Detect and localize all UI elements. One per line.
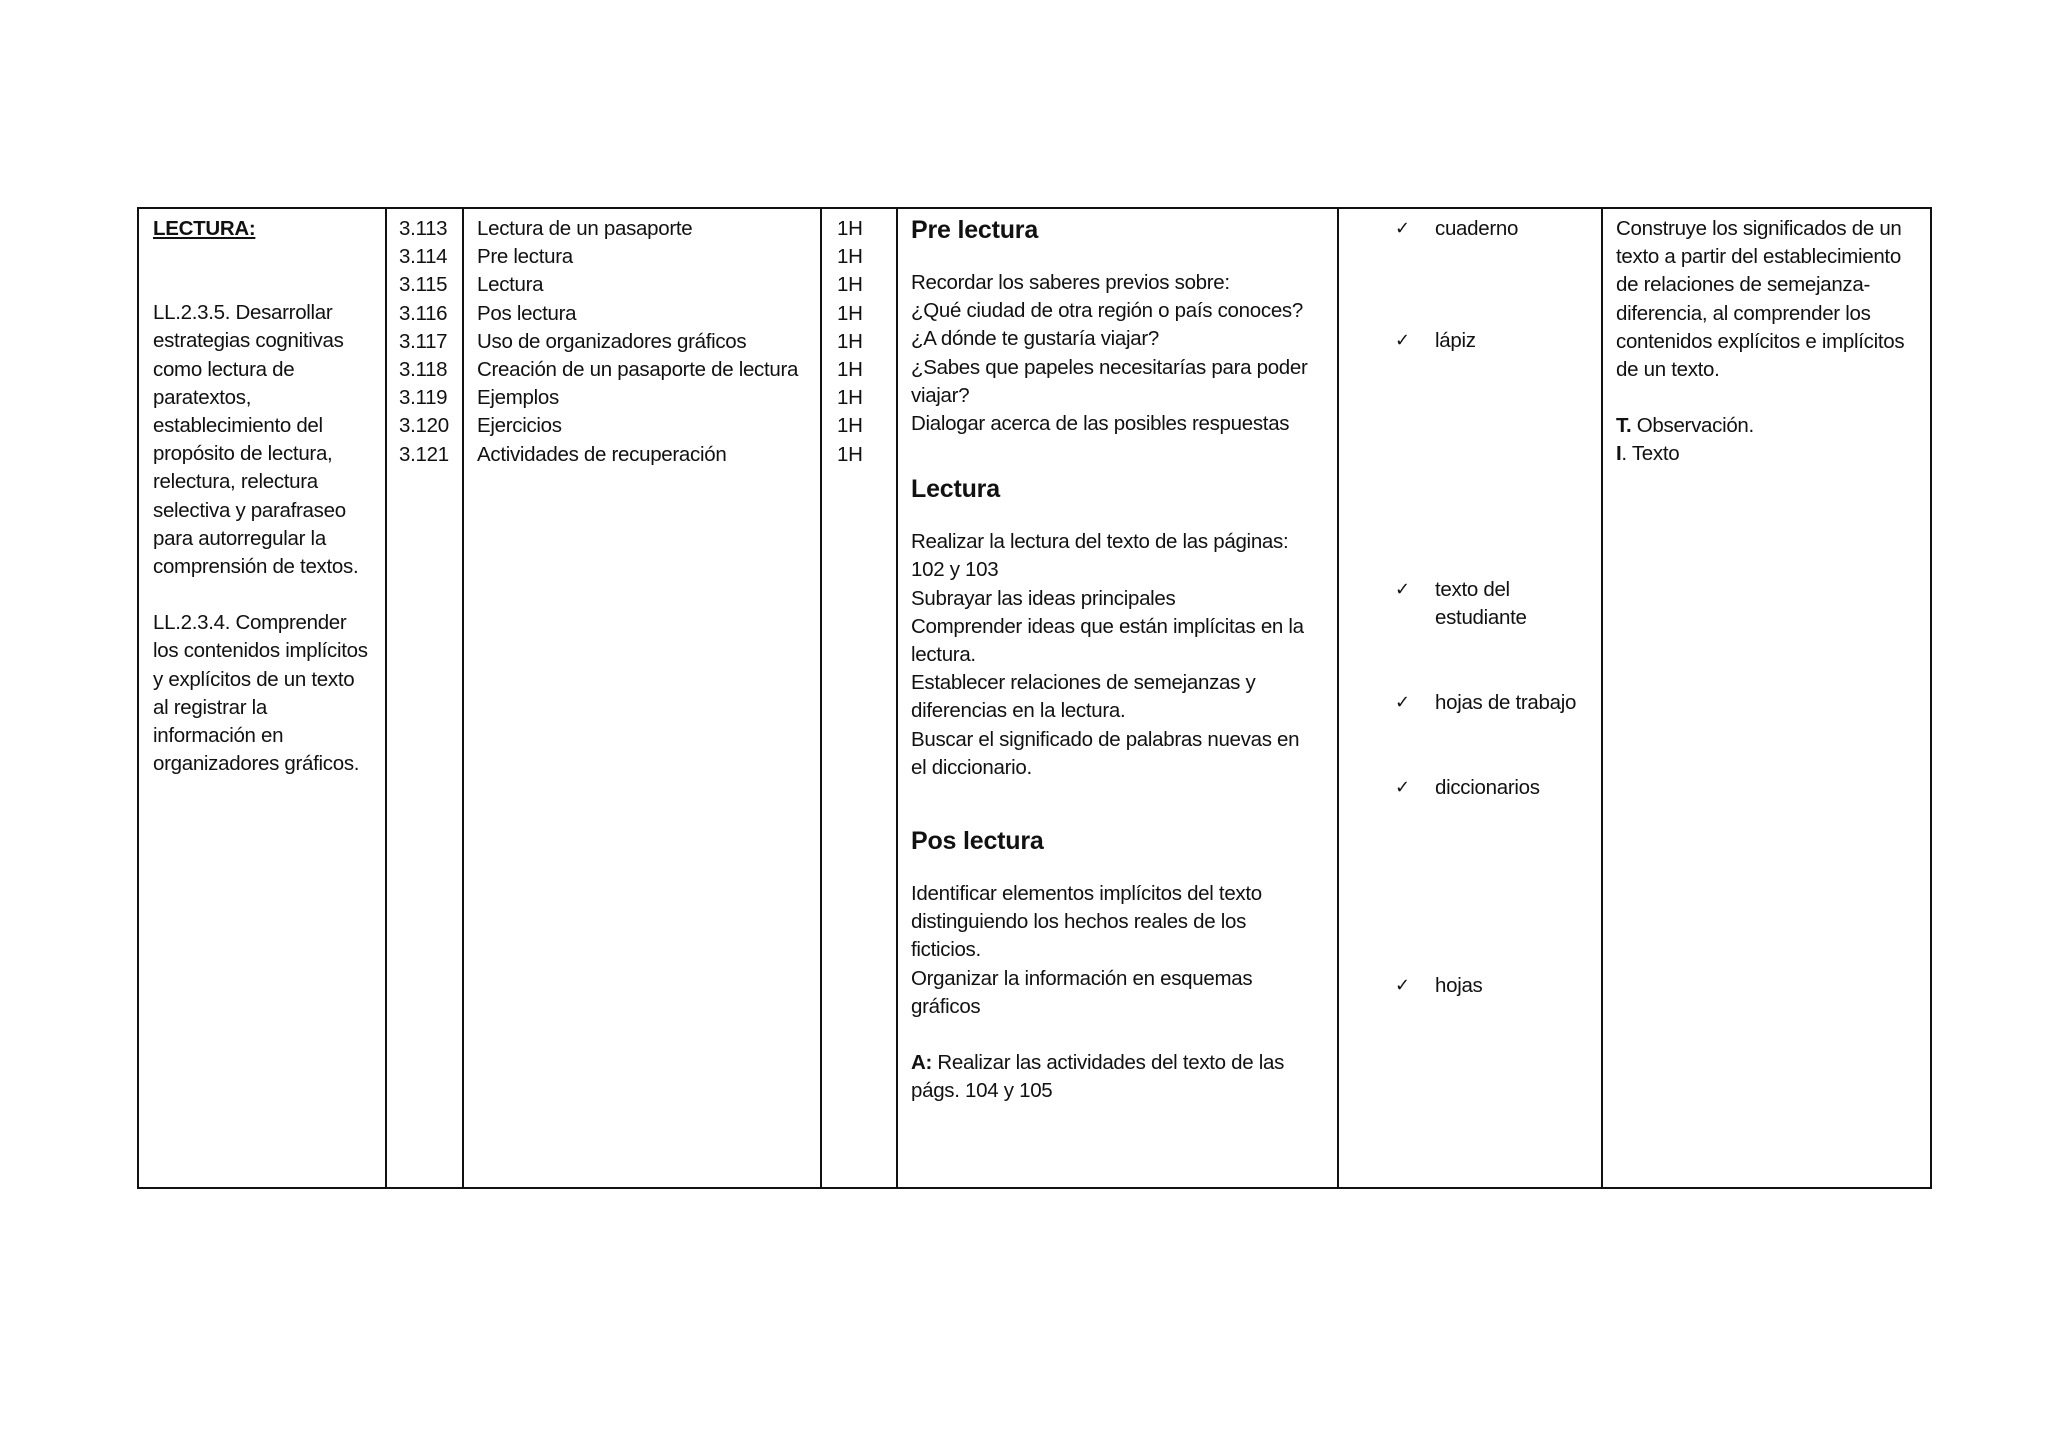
text-line: estrategias cognitivas (153, 329, 344, 353)
topic-item: Ejemplos (477, 386, 559, 410)
resource-label: lápiz (1435, 329, 1476, 352)
text-line: el diccionario. (911, 755, 1032, 779)
resource-label: texto del (1435, 578, 1510, 601)
item-number: 3.121 (399, 442, 449, 466)
topic-item: Pos lectura (477, 301, 577, 325)
text-line: contenidos explícitos e implícitos (1616, 329, 1905, 353)
planning-table (137, 207, 1932, 1189)
topic-item: Uso de organizadores gráficos (477, 329, 747, 353)
topic-item: Lectura de un pasaporte (477, 217, 693, 240)
text-line: gráficos (911, 994, 981, 1018)
resource-item (1395, 972, 1483, 1000)
text-line: lectura. (911, 643, 976, 667)
text-line: Dialogar acerca de las posibles respuestas (911, 412, 1290, 436)
text-line: 102 y 103 (911, 558, 999, 582)
hours-value: 1H (837, 273, 863, 297)
text-line: relectura, relectura (153, 470, 318, 494)
text-line: Recordar los saberes previos sobre: (911, 271, 1230, 294)
column-numeros (387, 209, 464, 1187)
instrument-text: . Texto (1621, 442, 1680, 466)
text-line: organizadores gráficos. (153, 752, 360, 776)
column-destrezas (139, 209, 387, 1187)
text-line: como lectura de (153, 357, 295, 381)
text-line: Subrayar las ideas principales (911, 586, 1176, 610)
text-line: texto a partir del establecimiento (1616, 245, 1901, 269)
destreza-ll-2-3-4 (153, 609, 375, 778)
resource-item (1395, 215, 1518, 243)
item-number: 3.117 (399, 329, 448, 353)
text-line: LL.2.3.4. Comprender (153, 611, 347, 635)
item-number: 3.114 (399, 245, 448, 269)
check-icon: ✓ (1395, 218, 1410, 239)
text-line: Realizar la lectura del texto de las páginas: (911, 530, 1289, 554)
text-line: ¿A dónde te gustaría viajar? (911, 327, 1160, 351)
text-line: distinguiendo los hechos reales de los (911, 910, 1247, 934)
text-line: Identificar elementos implícitos del texto (911, 882, 1262, 906)
item-number: 3.118 (399, 358, 448, 382)
text-line: y explícitos de un texto (153, 667, 355, 691)
column-recursos (1339, 209, 1603, 1187)
text-line: viajar? (911, 383, 970, 407)
text-line: propósito de lectura, (153, 442, 333, 466)
hours-value: 1H (837, 414, 863, 438)
text-line: Realizar las actividades del texto de las (932, 1051, 1285, 1075)
text-line: Comprender ideas que están implícitas en la (911, 614, 1304, 638)
item-number: 3.115 (399, 273, 448, 297)
text-line: los contenidos implícitos (153, 639, 368, 663)
resource-item (1395, 327, 1476, 355)
hours-value: 1H (837, 386, 863, 410)
resource-label: hojas de trabajo (1435, 691, 1577, 714)
column-actividades (898, 209, 1339, 1187)
check-icon: ✓ (1395, 330, 1410, 351)
text-line: de un texto. (1616, 358, 1720, 382)
heading-pre-lectura: Pre lectura (911, 216, 1039, 244)
text-line: diferencia, al comprender los (1616, 301, 1871, 325)
hours-value: 1H (837, 358, 863, 382)
check-icon: ✓ (1395, 692, 1410, 713)
topic-item: Lectura (477, 273, 544, 297)
resource-label: cuaderno (1435, 217, 1519, 240)
text-line: establecimiento del (153, 414, 323, 438)
hours-value: 1H (837, 245, 863, 269)
item-number: 3.116 (399, 301, 448, 325)
item-number: 3.119 (399, 386, 448, 410)
hours-value: 1H (837, 217, 863, 240)
text-line: págs. 104 y 105 (911, 1079, 1053, 1103)
column-horas (822, 209, 898, 1187)
hours-value: 1H (837, 329, 863, 353)
column-evaluacion (1603, 209, 1934, 1187)
activity-a-label: A: (911, 1051, 933, 1075)
section-title: LECTURA: (153, 217, 256, 240)
resource-label: hojas (1435, 974, 1483, 997)
heading-pos-lectura: Pos lectura (911, 827, 1044, 856)
activity-a (911, 1049, 1325, 1077)
hours-value: 1H (837, 442, 863, 466)
text-line: comprensión de textos. (153, 555, 359, 579)
topic-item: Pre lectura (477, 245, 573, 269)
text-line: paratextos, (153, 385, 252, 409)
hours-value: 1H (837, 301, 863, 325)
text-line: de relaciones de semejanza- (1616, 273, 1870, 297)
resource-item (1395, 576, 1527, 632)
item-number: 3.113 (399, 217, 448, 240)
text-line: Establecer relaciones de semejanzas y (911, 671, 1256, 695)
check-icon: ✓ (1395, 579, 1410, 600)
resource-label: diccionarios (1435, 776, 1540, 799)
item-number: 3.120 (399, 414, 449, 438)
destreza-ll-2-3-5 (153, 299, 375, 581)
text-line: Buscar el significado de palabras nuevas en (911, 727, 1300, 751)
technique-line (1616, 412, 1920, 440)
text-line: LL.2.3.5. Desarrollar (153, 301, 333, 325)
text-line: Organizar la información en esquemas (911, 966, 1253, 990)
resource-label: estudiante (1435, 606, 1527, 630)
column-temas (464, 209, 822, 1187)
text-line: al registrar la (153, 695, 267, 719)
topic-item: Actividades de recuperación (477, 442, 727, 466)
text-line: Construye los significados de un (1616, 217, 1902, 240)
instrument-line (1616, 440, 1920, 468)
resource-item (1395, 689, 1576, 717)
technique-text: Observación. (1631, 414, 1754, 438)
text-line: información en (153, 724, 284, 748)
instrument-label: I (1616, 442, 1622, 466)
text-line: para autorregular la (153, 526, 326, 550)
heading-lectura: Lectura (911, 475, 1000, 504)
resource-item (1395, 774, 1540, 802)
text-line: selectiva y parafraseo (153, 498, 346, 522)
text-line: ficticios. (911, 938, 981, 962)
text-line: diferencias en la lectura. (911, 699, 1126, 723)
topic-item: Ejercicios (477, 414, 562, 438)
text-line: ¿Qué ciudad de otra región o país conoces? (911, 299, 1303, 323)
text-line: ¿Sabes que papeles necesitarías para poder (911, 355, 1308, 379)
check-icon: ✓ (1395, 777, 1410, 798)
topic-item: Creación de un pasaporte de lectura (477, 358, 799, 382)
check-icon: ✓ (1395, 975, 1410, 996)
technique-label: T. (1616, 414, 1632, 438)
